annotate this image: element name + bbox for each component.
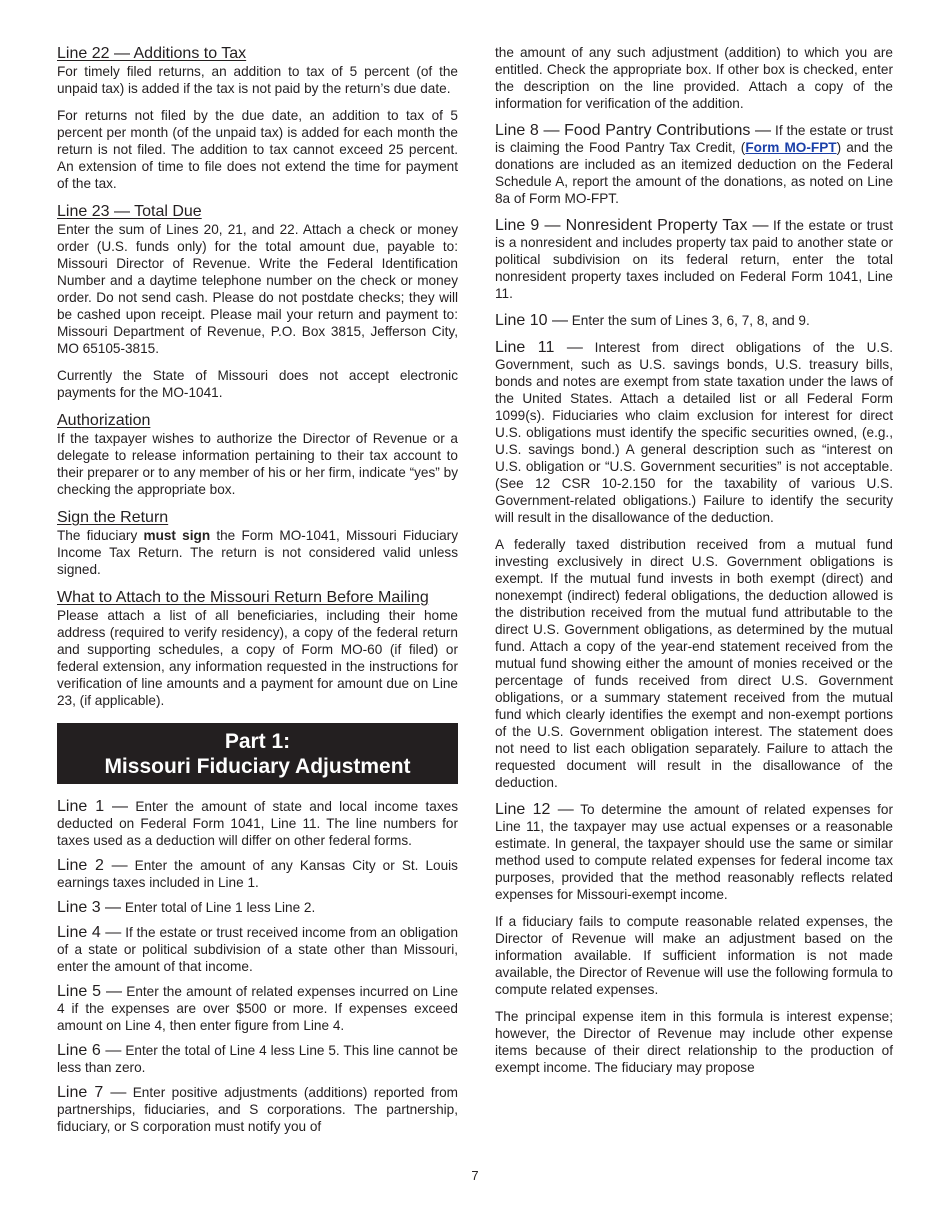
line-12-paragraph-2: If a fiduciary fails to compute reasonable related expenses, the Director of Revenue will make an adjustment based on the information available. If sufficient information is not made available, the Director of Revenue will use the following formula to compute related expenses.: [495, 914, 893, 997]
line-5-text: Enter the amount of related expenses incurred on Line 4 if the expenses are over $500 or more. If expenses exceed amount on Line 4, then enter figure from Line 4.: [57, 984, 459, 1033]
right-column: [495, 44, 893, 1076]
line-4-paragraph: [57, 924, 458, 975]
line-7-text: Enter positive adjustments (additions) reported from partnerships, fiduciaries, and S corporations. The partnership, fiduciary, or S corporation must notify you of: [57, 1085, 458, 1134]
line-1-label: Line 1 —: [57, 798, 129, 815]
line-8-label: Line 8 — Food Pantry Contributions —: [495, 122, 772, 139]
line-4-text: If the estate or trust received income from an obligation of a state or political subdivision of a state other than Missouri, enter the amount of that income.: [57, 925, 459, 974]
authorization-paragraph: If the taxpayer wishes to authorize the Director of Revenue or a delegate to release information pertaining to their tax account to their preparer or to any member of his or her firm, indicate “yes” by checking the appropriate box.: [57, 431, 458, 497]
left-column: [57, 44, 458, 1135]
line-9-label: Line 9 — Nonresident Property Tax —: [495, 217, 769, 234]
line-10-paragraph: [495, 312, 893, 329]
line-7-continued-paragraph: the amount of any such adjustment (addition) to which you are entitled. Check the appropriate box. If other box is checked, enter the description on the line provided. Attach a copy of the information for verification of the addition.: [495, 45, 893, 111]
line-22-paragraph-2: For returns not filed by the due date, an addition to tax of 5 percent per month (of the unpaid tax) is added for each month the return is not filed. The addition to tax cannot exceed 25 percent. An extension of time to file does not extend the time for payment of the tax.: [57, 108, 458, 191]
line-6-text: Enter the total of Line 4 less Line 5. This line cannot be less than zero.: [57, 1043, 458, 1075]
line-1-text: Enter the amount of state and local income taxes deducted on Federal Form 1041, Line 11. The line numbers for taxes used as a deduction will differ on other federal forms.: [57, 799, 458, 848]
line-12-label: Line 12 —: [495, 801, 574, 818]
line-1-paragraph: [57, 798, 458, 849]
line-12-text: To determine the amount of related expenses for Line 11, the taxpayer may use actual expenses or a reasonable estimate. In general, the taxpayer should use the same or similar method used to compute related expenses for federal income tax purposes, provided that the method reasonably reflects related expenses for Missouri-exempt income.: [495, 802, 894, 902]
attach-paragraph: Please attach a list of all beneficiaries, including their home address (required to verify residency), a copy of the federal return and supporting schedules, a copy of Form MO-60 (if filed) or federal extension, any information requested in the instructions for verification of line amounts and a payment for amount due on Line 23, (if applicable).: [57, 608, 458, 708]
must-sign-emphasis: must sign: [143, 528, 211, 543]
line-12-paragraph-3: The principal expense item in this formula is interest expense; however, the Director of Revenue may include other expense items because of their direct relationship to the production of exempt income. The fiduciary may propose: [495, 1009, 893, 1075]
line-22-paragraph-1: For timely filed returns, an addition to tax of 5 percent (of the unpaid tax) is added if the tax is not paid by the return’s due date.: [57, 64, 458, 96]
banner-line-2: Missouri Fiduciary Adjustment: [104, 755, 411, 778]
line-8-text-a: If the estate or trust is claiming the Food Pantry Tax Credit, (: [495, 123, 893, 155]
line-9-paragraph: [495, 217, 893, 302]
line-8-text-b: ) and the donations are included as an itemized deduction on the Federal Schedule A, report the amount of the donations, as noted on Line 8a of Form MO-FPT.: [495, 140, 893, 206]
line-7-label: Line 7 —: [57, 1084, 127, 1101]
attach-heading: What to Attach to the Missouri Return Before Mailing: [57, 589, 429, 606]
line-11-text: Interest from direct obligations of the U.S. Government, such as U.S. savings bonds, U.S. treasury bills, bonds and notes are exempt from state taxation under the laws of the United States. Attach a detailed list or all Federal Form 1099(s). Fiduciaries who claim exclusion for interest for direct U.S. obligations must identify the specific securities owned, (e.g., U.S. savings bond.) A general description such as “interest on U.S. obligation or “U.S. Government securities” is not acceptable. (See 12 CSR 10-2.150 for the taxability of various U.S. Government-related obligations.) Failure to identify the security will result in the disallowance of the deduction.: [495, 340, 894, 525]
authorization-heading: Authorization: [57, 412, 151, 429]
line-23-heading: Line 23 — Total Due: [57, 203, 202, 220]
line-5-label: Line 5 —: [57, 983, 122, 1000]
line-11-label: Line 11 —: [495, 339, 583, 356]
line-5-paragraph: [57, 983, 458, 1034]
line-2-paragraph: [57, 857, 458, 891]
line-9-text: If the estate or trust is a nonresident and includes property tax paid to another state or political subdivision on its federal return, enter the total nonresident property taxes included on Federal Form 1041, Line 11.: [495, 218, 894, 301]
banner-line-1: Part 1:: [224, 730, 291, 753]
line-7-paragraph: [57, 1084, 458, 1135]
line-12-paragraph: [495, 801, 893, 903]
sign-text-a: The fiduciary: [57, 528, 144, 543]
line-23-paragraph-2: Currently the State of Missouri does not accept electronic payments for the MO-1041.: [57, 368, 458, 400]
page-number: 7: [471, 1168, 479, 1183]
line-8-paragraph: [495, 122, 893, 207]
line-11-paragraph-2: A federally taxed distribution received from a mutual fund investing exclusively in direct U.S. Government obligations is exempt. If the mutual fund invests in both exempt (direct) and nonexempt (indirect) federal obligations, the deduction allowed is the distribution received from the mutual fund attributable to the direct U.S. Government obligations, as determined by the mutual fund. Attach a copy of the year-end statement received from the mutual fund showing either the amount of monies received or the percentage of funds received from direct U.S. Government obligations, or a summary statement received from the mutual fund which clearly identifies the exempt and non-exempt portions of the U.S. Government obligation interest. The statement does not need to list each obligation separately. Failure to attach the requested document will result in the disallowance of the deduction.: [495, 537, 893, 790]
line-23-paragraph-1: Enter the sum of Lines 20, 21, and 22. Attach a check or money order (U.S. funds only) for the total amount due, payable to: Missouri Director of Revenue. Write the Federal Identification Number and a daytime telephone number on the check or money order. Do not send cash. Please do not postdate checks; they will be cashed upon receipt. Please mail your return and payment to: Missouri Department of Revenue, P.O. Box 3815, Jefferson City, MO 65105-3815.: [57, 222, 458, 356]
sign-return-heading: Sign the Return: [57, 509, 169, 526]
line-6-paragraph: [57, 1042, 458, 1076]
line-22-heading: Line 22 — Additions to Tax: [57, 45, 247, 62]
sign-return-paragraph: [57, 527, 458, 578]
line-2-label: Line 2 —: [57, 857, 128, 874]
line-10-label: Line 10 —: [495, 312, 568, 329]
sign-text-c: the Form MO-1041, Missouri Fiduciary Income Tax Return. The return is not considered valid unless signed.: [57, 528, 458, 577]
line-10-text: Enter the sum of Lines 3, 6, 7, 8, and 9.: [567, 313, 810, 328]
line-4-label: Line 4 —: [57, 924, 122, 941]
part-1-banner: [57, 723, 458, 784]
line-11-paragraph: [495, 339, 893, 526]
line-6-label: Line 6 —: [57, 1042, 122, 1059]
form-mo-fpt-link[interactable]: Form MO-FPT: [745, 140, 837, 155]
line-3-label: Line 3 —: [57, 899, 122, 916]
line-3-text: Enter total of Line 1 less Line 2.: [121, 900, 316, 915]
line-2-text: Enter the amount of any Kansas City or St. Louis earnings taxes included in Line 1.: [57, 858, 458, 890]
line-3-paragraph: [57, 899, 458, 916]
